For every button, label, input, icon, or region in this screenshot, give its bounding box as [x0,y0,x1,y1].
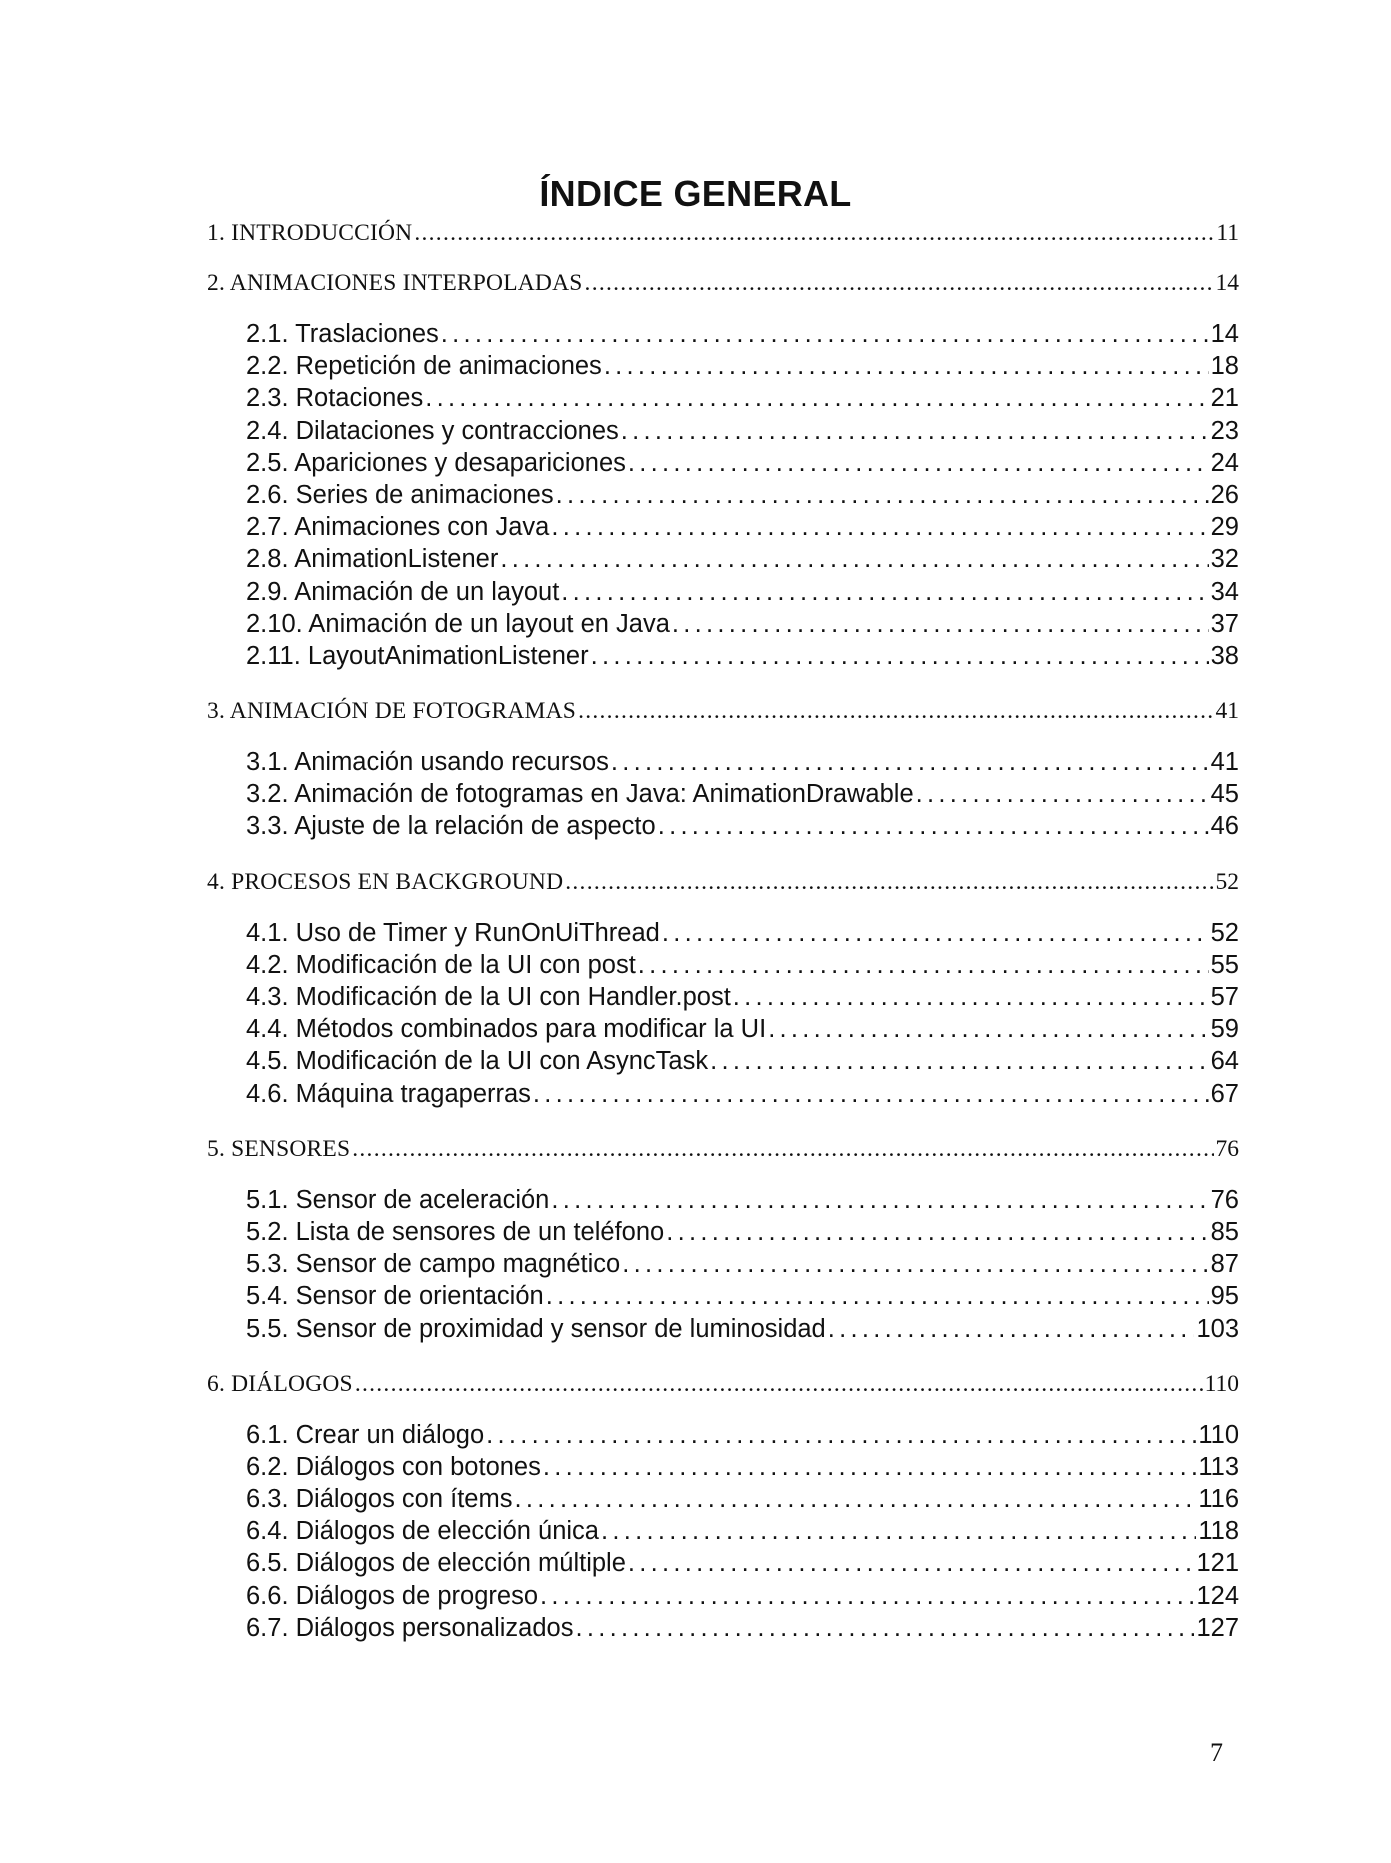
toc-section-entry[interactable] [246,447,1239,479]
dot-leader [575,1612,1194,1644]
section-page-number: 55 [1210,950,1239,979]
chapter-page-number: 41 [1215,698,1239,725]
dot-leader [768,1013,1208,1045]
toc-section-entry[interactable] [246,1280,1239,1312]
toc-section-entry[interactable] [246,479,1239,511]
toc-section-entry[interactable] [246,778,1239,810]
dot-leader [628,1547,1195,1579]
toc-section-entry[interactable] [246,350,1239,382]
toc-section-entry[interactable] [246,1580,1239,1612]
toc-section-entry[interactable] [246,1547,1239,1579]
section-page-number: 116 [1198,1485,1239,1514]
section-page-number: 46 [1210,812,1239,841]
toc-section-entry[interactable] [246,981,1239,1013]
section-page-number: 18 [1210,352,1239,381]
section-title: 2.11. LayoutAnimationListener [246,641,589,670]
section-page-number: 24 [1210,448,1239,477]
dot-leader [565,867,1213,897]
section-page-number: 95 [1210,1282,1239,1311]
section-page-number: 87 [1210,1250,1239,1279]
section-title: 2.2. Repetición de animaciones [246,352,602,381]
section-title: 6.1. Crear un diálogo [246,1420,485,1449]
dot-leader [355,1369,1203,1399]
toc-section-entry[interactable] [246,1045,1239,1077]
dot-leader [604,350,1209,382]
toc-section-entry[interactable] [246,640,1239,672]
section-title: 2.3. Rotaciones [246,384,424,413]
page-title: ÍNDICE GENERAL [539,173,852,215]
section-title: 3.2. Animación de fotogramas en Java: AnimationDrawable [246,780,914,809]
section-title: 2.1. Traslaciones [246,320,439,348]
toc-chapter-entry[interactable] [207,218,1239,248]
dot-leader [601,1515,1196,1547]
toc-section-list [0,1184,1391,1345]
dot-leader [425,382,1208,414]
section-title: 5.1. Sensor de aceleración [246,1185,550,1214]
toc-section-entry[interactable] [246,318,1239,350]
dot-leader [628,447,1209,479]
section-page-number: 41 [1210,748,1239,777]
toc-chapter-entry[interactable] [207,1369,1239,1399]
section-page-number: 21 [1210,384,1239,413]
section-page-number: 26 [1210,480,1239,509]
toc-section-entry[interactable] [246,746,1239,778]
dot-leader [500,543,1208,575]
dot-leader [546,1280,1209,1312]
chapter-title: 4. PROCESOS EN BACKGROUND [207,868,564,895]
toc-section-entry[interactable] [246,1451,1239,1483]
section-title: 2.8. AnimationListener [246,545,499,574]
chapter-page-number: 76 [1215,1135,1239,1162]
section-title: 4.1. Uso de Timer y RunOnUiThread [246,918,660,947]
dot-leader [638,949,1209,981]
toc-section-entry[interactable] [246,1078,1239,1110]
section-page-number: 59 [1210,1015,1239,1044]
section-page-number: 14 [1210,320,1239,348]
dot-leader [414,218,1214,248]
section-page-number: 110 [1198,1420,1239,1449]
toc-chapter [0,1134,1391,1345]
section-title: 4.3. Modificación de la UI con Handler.post [246,983,731,1011]
section-title: 2.5. Apariciones y desapariciones [246,448,626,477]
dot-leader [441,318,1209,350]
section-title: 6.4. Diálogos de elección única [246,1517,599,1546]
toc-section-entry[interactable] [246,1216,1239,1248]
dot-leader [828,1313,1195,1345]
section-page-number: 113 [1198,1452,1239,1481]
toc-section-entry[interactable] [246,1313,1239,1345]
chapter-title: 2. ANIMACIONES INTERPOLADAS [207,270,583,296]
section-page-number: 64 [1210,1047,1239,1076]
section-title: 5.5. Sensor de proximidad y sensor de luminosidad [246,1314,826,1343]
toc-chapter [0,268,1391,672]
section-title: 3.1. Animación usando recursos [246,748,609,777]
dot-leader [733,981,1209,1013]
section-page-number: 85 [1210,1217,1239,1246]
toc-section-entry[interactable] [246,949,1239,981]
toc-section-list [0,1419,1391,1644]
toc-chapter-entry[interactable] [207,696,1239,726]
section-page-number: 118 [1198,1517,1239,1546]
dot-leader [622,1248,1208,1280]
chapter-title: 1. INTRODUCCIÓN [207,220,413,246]
section-title: 4.6. Máquina tragaperras [246,1079,531,1108]
toc-chapter [0,867,1391,1110]
chapter-page-number: 110 [1204,1370,1239,1397]
toc-section-entry[interactable] [246,511,1239,543]
table-of-contents [0,218,1391,1668]
dot-leader [710,1045,1209,1077]
section-page-number: 67 [1210,1079,1239,1108]
dot-leader [578,696,1213,726]
toc-section-entry[interactable] [246,415,1239,447]
section-title: 6.2. Diálogos con botones [246,1452,541,1481]
chapter-title: 6. DIÁLOGOS [207,1370,353,1397]
toc-chapter-entry[interactable] [207,867,1239,897]
toc-chapter [0,218,1391,248]
dot-leader [551,1184,1208,1216]
section-title: 2.4. Dilataciones y contracciones [246,416,619,445]
dot-leader [543,1451,1196,1483]
dot-leader [621,415,1209,447]
toc-section-entry[interactable] [246,1612,1239,1644]
dot-leader [585,268,1214,298]
section-page-number: 124 [1196,1581,1239,1610]
section-title: 5.2. Lista de sensores de un teléfono [246,1217,665,1246]
dot-leader [533,1078,1209,1110]
dot-leader [540,1580,1194,1612]
section-page-number: 127 [1196,1613,1239,1642]
section-title: 4.5. Modificación de la UI con AsyncTask [246,1047,709,1076]
toc-section-entry[interactable] [246,1515,1239,1547]
toc-section-entry[interactable] [246,576,1239,608]
dot-leader [666,1216,1208,1248]
section-title: 4.4. Métodos combinados para modificar la UI [246,1015,767,1044]
section-page-number: 45 [1210,780,1239,809]
toc-section-entry[interactable] [246,810,1239,842]
dot-leader [591,640,1209,672]
toc-section-list [0,917,1391,1110]
section-title: 6.7. Diálogos personalizados [246,1613,574,1642]
section-page-number: 38 [1210,641,1239,670]
toc-section-entry[interactable] [246,1248,1239,1280]
section-page-number: 23 [1210,416,1239,445]
dot-leader [514,1483,1196,1515]
toc-section-entry[interactable] [246,1013,1239,1045]
section-title: 4.2. Modificación de la UI con post [246,950,636,979]
dot-leader [556,479,1209,511]
chapter-page-number: 52 [1215,868,1239,895]
toc-section-list [0,746,1391,843]
section-title: 5.4. Sensor de orientación [246,1282,544,1311]
section-title: 3.3. Ajuste de la relación de aspecto [246,812,656,841]
dot-leader [561,576,1208,608]
section-page-number: 32 [1210,545,1239,574]
toc-section-entry[interactable] [246,543,1239,575]
section-title: 5.3. Sensor de campo magnético [246,1250,621,1279]
section-title: 2.6. Series de animaciones [246,480,554,509]
dot-leader [658,810,1209,842]
toc-chapter-entry[interactable] [207,1134,1239,1164]
section-title: 6.6. Diálogos de progreso [246,1581,539,1610]
toc-section-entry[interactable] [246,1184,1239,1216]
section-page-number: 37 [1210,609,1239,638]
section-title: 2.9. Animación de un layout [246,577,560,606]
dot-leader [611,746,1209,778]
toc-section-entry[interactable] [246,1419,1239,1451]
section-page-number: 57 [1210,983,1239,1011]
dot-leader [672,608,1209,640]
chapter-title: 5. SENSORES [207,1135,351,1162]
toc-chapter-entry[interactable] [207,268,1239,298]
dot-leader [662,917,1209,949]
toc-chapter [0,1369,1391,1644]
section-title: 2.10. Animación de un layout en Java [246,609,670,638]
section-page-number: 103 [1196,1314,1239,1343]
section-page-number: 76 [1210,1185,1239,1214]
section-page-number: 29 [1210,513,1239,542]
toc-section-entry[interactable] [246,608,1239,640]
toc-section-entry[interactable] [246,917,1239,949]
toc-section-entry[interactable] [246,1483,1239,1515]
chapter-page-number: 14 [1215,270,1239,296]
toc-section-list [0,318,1391,672]
toc-section-entry[interactable] [246,382,1239,414]
section-title: 2.7. Animaciones con Java [246,513,550,542]
chapter-title: 3. ANIMACIÓN DE FOTOGRAMAS [207,698,577,725]
section-page-number: 52 [1210,918,1239,947]
section-page-number: 34 [1210,577,1239,606]
dot-leader [551,511,1208,543]
dot-leader [352,1134,1213,1164]
page-number: 7 [1210,1738,1223,1767]
section-page-number: 121 [1196,1549,1239,1578]
dot-leader [486,1419,1196,1451]
section-title: 6.5. Diálogos de elección múltiple [246,1549,626,1578]
dot-leader [916,778,1209,810]
section-title: 6.3. Diálogos con ítems [246,1485,513,1514]
chapter-page-number: 11 [1216,220,1239,246]
toc-chapter [0,696,1391,843]
